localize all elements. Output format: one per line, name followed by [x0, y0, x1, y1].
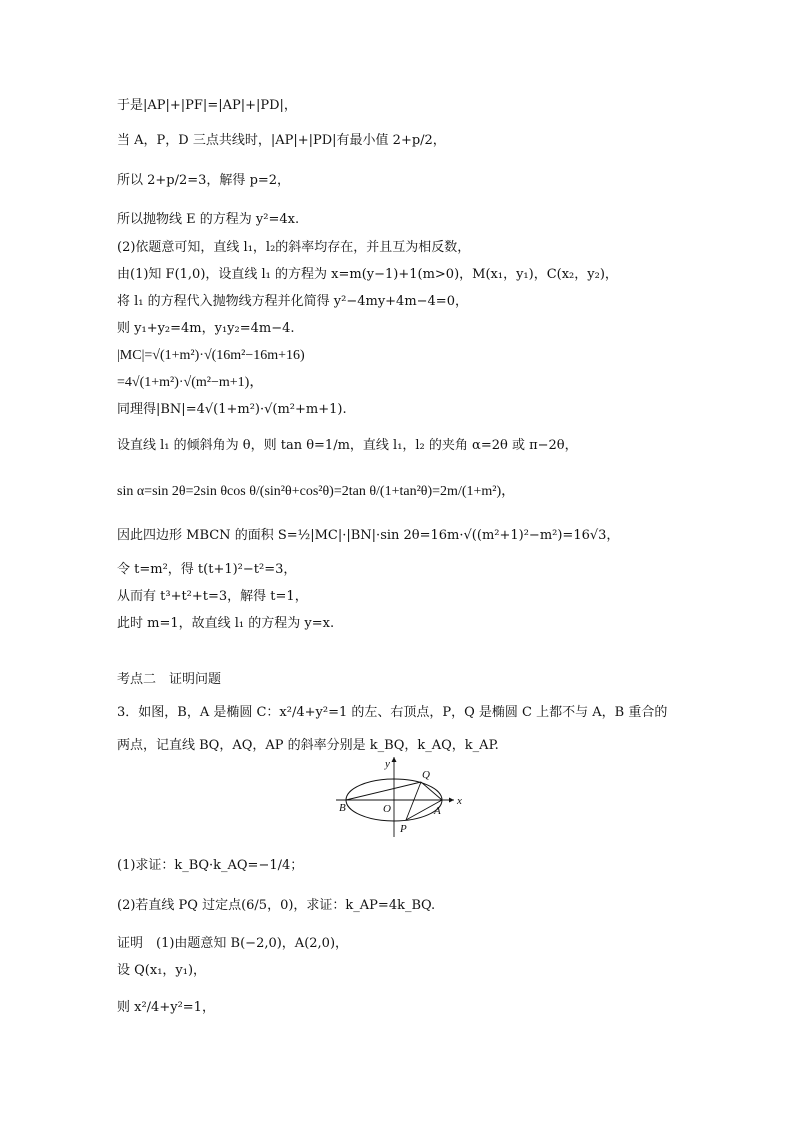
text-line: 则 y₁+y₂=4m，y₁y₂=4m−4.: [117, 321, 295, 336]
figure-label-q: Q: [422, 769, 430, 781]
text-line: 此时 m=1，故直线 l₁ 的方程为 y=x.: [117, 616, 335, 631]
text-line: 从而有 t³+t²+t=3，解得 t=1，: [117, 589, 308, 604]
text-line: =4√(1+m²)·√(m²−m+1)，: [117, 375, 264, 390]
text-line: 设直线 l₁ 的倾斜角为 θ，则 tan θ=1/m，直线 l₁，l₂ 的夹角 α=2θ 或 π−2θ，: [117, 438, 578, 453]
figure-label-a: A: [434, 805, 441, 817]
text-line: (1)求证：k_BQ·k_AQ=−1/4；: [117, 858, 304, 873]
text-line: 则 x²/4+y²=1，: [117, 1000, 215, 1015]
text-line: 两点，记直线 BQ，AQ，AP 的斜率分别是 k_BQ，k_AQ，k_AP.: [117, 738, 499, 753]
section-heading: 考点二 证明问题: [117, 672, 222, 687]
text-line: 同理得|BN|=4√(1+m²)·√(m²+m+1).: [117, 402, 347, 417]
text-line: |MC|=√(1+m²)·√(16m²−16m+16): [117, 348, 305, 363]
text-line: (2)依题意可知，直线 l₁，l₂的斜率均存在，并且互为相反数，: [117, 240, 471, 255]
text-line: 由(1)知 F(1,0)，设直线 l₁ 的方程为 x=m(y−1)+1(m>0)，M(x₁，y₁)，C(x₂，y₂)，: [117, 267, 618, 282]
figure-label-b: B: [339, 802, 346, 814]
figure-label-o: O: [383, 803, 391, 815]
text-line: 当 A，P，D 三点共线时，|AP|+|PD|有最小值 2+p/2，: [117, 133, 446, 148]
text-line: 所以抛物线 E 的方程为 y²=4x.: [117, 212, 300, 227]
text-line: 设 Q(x₁，y₁)，: [117, 963, 207, 978]
figure-label-x: x: [457, 795, 462, 807]
figure-label-y: y: [385, 758, 390, 770]
text-line: 所以 2+p/2=3，解得 p=2，: [117, 173, 291, 188]
text-line: sin α=sin 2θ=2sin θcos θ/(sin²θ+cos²θ)=2tan θ/(1+tan²θ)=2m/(1+m²)，: [117, 484, 516, 499]
text-line: 于是|AP|+|PF|=|AP|+|PD|，: [117, 98, 297, 113]
text-line: 令 t=m²，得 t(t+1)²−t²=3，: [117, 562, 297, 577]
text-line: 因此四边形 MBCN 的面积 S=½|MC|·|BN|·sin 2θ=16m·√((m²+1)²−m²)=16√3，: [117, 528, 620, 543]
text-line: 3．如图，B，A 是椭圆 C：x²/4+y²=1 的左、右顶点，P，Q 是椭圆 C 上都不与 A，B 重合的: [117, 705, 668, 720]
text-line: (2)若直线 PQ 过定点(6/5，0)，求证：k_AP=4k_BQ.: [117, 898, 436, 913]
ellipse-figure: [336, 757, 466, 837]
text-line: 将 l₁ 的方程代入抛物线方程并化简得 y²−4my+4m−4=0，: [117, 294, 468, 309]
text-line: 证明 (1)由题意知 B(−2,0)，A(2,0)，: [117, 936, 349, 951]
figure-label-p: P: [400, 823, 407, 835]
